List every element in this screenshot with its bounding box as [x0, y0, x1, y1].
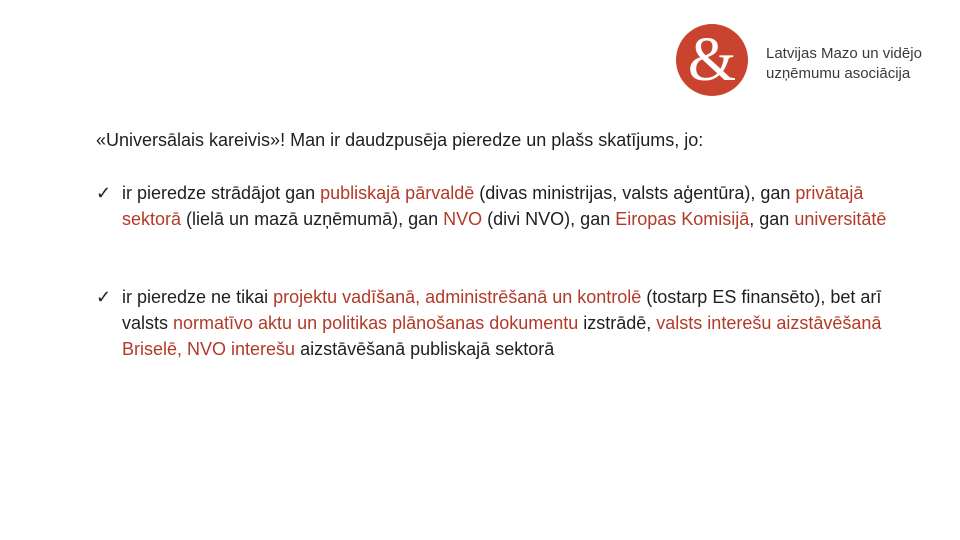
checkmark-icon: ✓: [96, 183, 112, 203]
bullet-text: [122, 180, 896, 232]
text-span: , gan: [749, 209, 795, 229]
bullet-experience-projects: [96, 284, 896, 362]
logo-text: [766, 44, 922, 84]
highlight-policy-documents: normatīvo aktu un politikas plānošanas dokumentu: [173, 313, 579, 333]
highlight-private-sector: privātajā sektorā: [122, 183, 864, 229]
highlight-project-management: projektu vadīšanā, administrēšanā un kontrolē: [273, 287, 642, 307]
text-span: (divi NVO), gan: [482, 209, 616, 229]
highlight-public-administration: publiskajā pārvaldē: [320, 183, 475, 203]
bullet-text: [122, 284, 896, 362]
text-span: (lielā un mazā uzņēmumā), gan: [181, 209, 444, 229]
highlight-university: universitātē: [794, 209, 887, 229]
page-heading: «Universālais kareivis»! Man ir daudzpusēja pieredze un plašs skatījums, jo:: [96, 130, 704, 150]
association-logo: [676, 24, 936, 96]
text-span: (tostarp ES finansēto), bet arī valsts: [122, 287, 882, 333]
ampersand-icon: &: [687, 26, 737, 94]
text-span: ir pieredze strādājot gan: [122, 183, 321, 203]
highlight-ngo: NVO: [443, 209, 483, 229]
text-span: (divas ministrijas, valsts aģentūra), gan: [474, 183, 796, 203]
checkmark-icon: ✓: [96, 287, 112, 307]
text-span: aizstāvēšanā publiskajā sektorā: [295, 339, 555, 359]
text-span: izstrādē,: [578, 313, 657, 333]
logo-line-2: uzņēmumu asociācija: [766, 65, 911, 82]
logo-line-1: Latvijas Mazo un vidējo: [766, 45, 922, 62]
bullet-experience-sectors: [96, 180, 896, 232]
text-span: ir pieredze ne tikai: [122, 287, 274, 307]
highlight-interest-representation: valsts interešu aizstāvēšanā Briselē, NVO interešu: [122, 313, 882, 359]
highlight-european-commission: Eiropas Komisijā: [615, 209, 750, 229]
